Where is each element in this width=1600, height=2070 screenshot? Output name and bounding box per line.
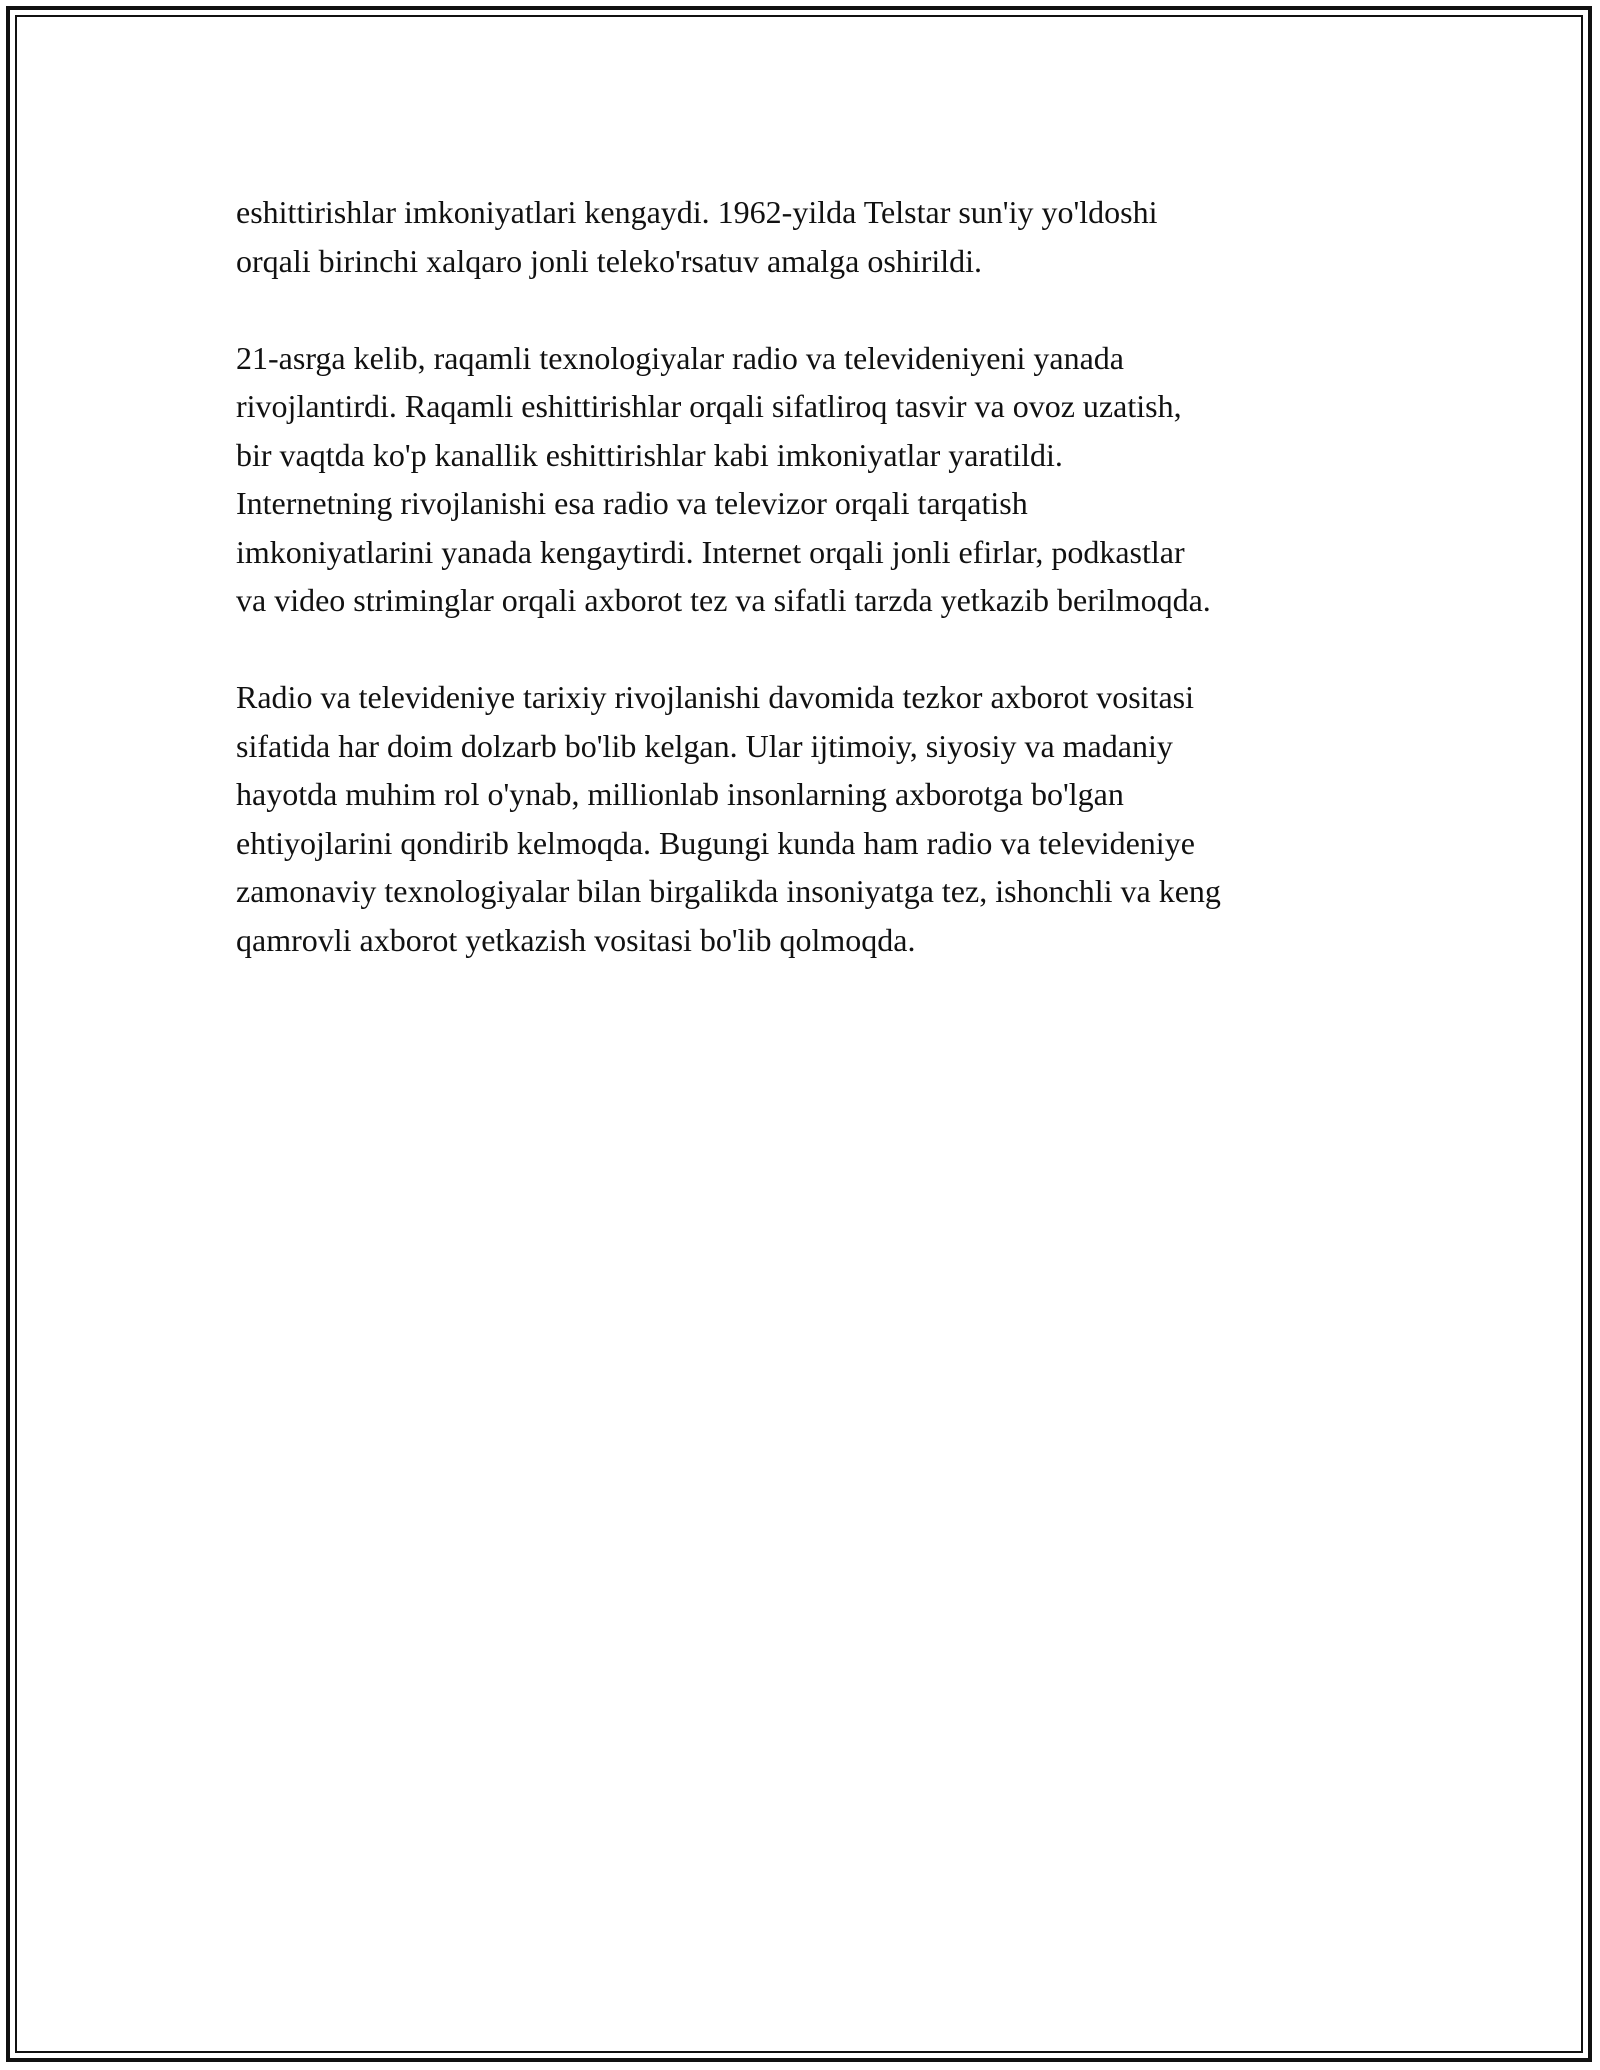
text-line: Radio va televideniye tarixiy rivojlanishi davomida tezkor axborot vositasi	[236, 679, 1194, 715]
paragraph-3	[236, 673, 1386, 964]
text-line: va video striminglar orqali axborot tez va sifatli tarzda yetkazib berilmoqda.	[236, 582, 1211, 618]
text-line: qamrovli axborot yetkazish vositasi bo'lib qolmoqda.	[236, 921, 916, 958]
text-line: Internetning rivojlanishi esa radio va televizor orqali tarqatish	[236, 485, 1028, 521]
text-line: zamonaviy texnologiyalar bilan birgalikda insoniyatga tez, ishonchli va keng	[236, 873, 1221, 909]
text-line: sifatida har doim dolzarb bo'lib kelgan. Ular ijtimoiy, siyosiy va madaniy	[236, 727, 1173, 764]
paragraph-1	[236, 188, 1386, 285]
text-line: eshittirishlar imkoniyatlari kengaydi. 1962-yilda Telstar sun'iy yo'ldoshi	[236, 194, 1158, 230]
text-line: ehtiyojlarini qondirib kelmoqda. Bugungi kunda ham radio va televideniye	[236, 824, 1195, 861]
text-line: bir vaqtda ko'p kanallik eshittirishlar kabi imkoniyatlar yaratildi.	[236, 436, 1063, 473]
text-line: rivojlantirdi. Raqamli eshittirishlar orqali sifatliroq tasvir va ovoz uzatish,	[236, 388, 1182, 424]
text-line: orqali birinchi xalqaro jonli teleko'rsatuv amalga oshirildi.	[236, 242, 983, 279]
text-line: 21-asrga kelib, raqamli texnologiyalar radio va televideniyeni yanada	[236, 339, 1124, 376]
paragraph-spacer	[236, 625, 1386, 674]
paragraph-2	[236, 334, 1386, 625]
document-body	[236, 188, 1386, 964]
paragraph-spacer	[236, 285, 1386, 334]
text-line: imkoniyatlarini yanada kengaytirdi. Internet orqali jonli efirlar, podkastlar	[236, 533, 1185, 570]
text-line: hayotda muhim rol o'ynab, millionlab insonlarning axborotga bo'lgan	[236, 776, 1124, 812]
